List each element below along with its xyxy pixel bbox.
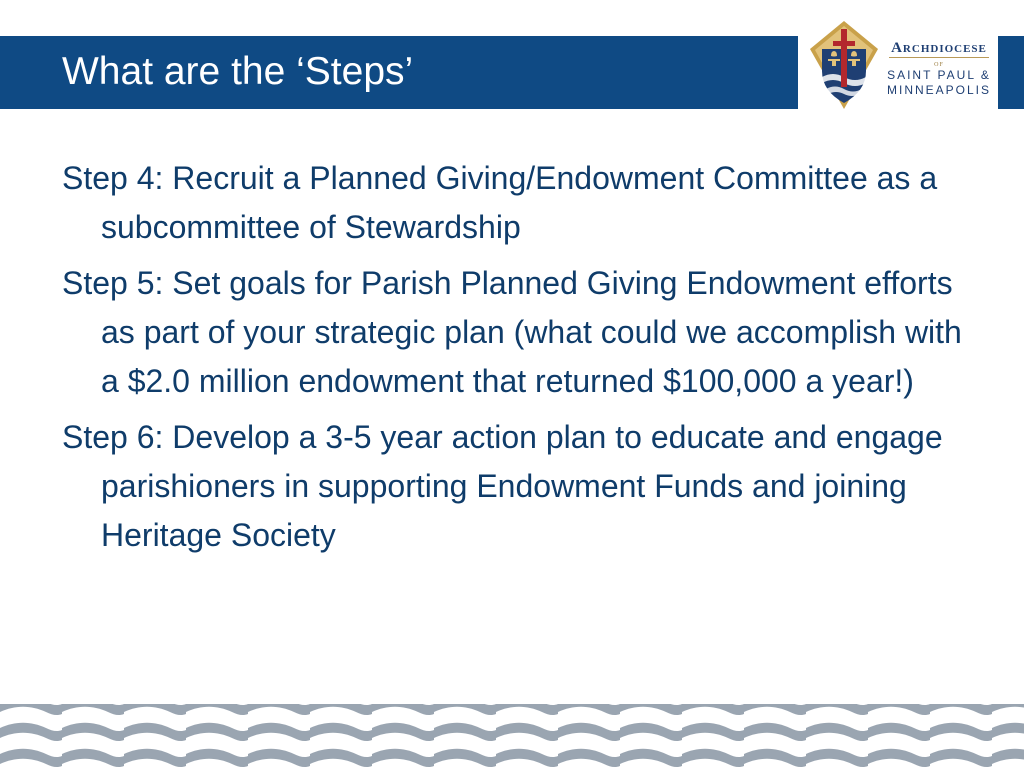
logo-line-archdiocese: Archdiocese bbox=[891, 40, 987, 56]
logo-line-of: of bbox=[889, 57, 989, 68]
step-5: Step 5: Set goals for Parish Planned Giving Endowment efforts as part of your strategic plan (what could we accomplish with a $2.0 million endowment that returned $100,000 a year!) bbox=[62, 265, 962, 399]
steps-list bbox=[62, 154, 972, 567]
logo-line-saint-paul: SAINT PAUL & bbox=[887, 68, 991, 82]
wave-footer bbox=[0, 694, 1024, 768]
logo-line-minneapolis: MINNEAPOLIS bbox=[886, 83, 992, 97]
step-6: Step 6: Develop a 3-5 year action plan to educate and engage parishioners in supporting Endowment Funds and joining Heritage Society bbox=[62, 419, 943, 553]
slide-title: What are the ‘Steps’ bbox=[62, 50, 414, 93]
step-4: Step 4: Recruit a Planned Giving/Endowment Committee as a subcommittee of Stewardship bbox=[62, 160, 938, 245]
logo-wordmark bbox=[884, 41, 994, 98]
archdiocese-logo bbox=[798, 17, 998, 113]
cross-crest-shield-icon bbox=[808, 19, 880, 111]
